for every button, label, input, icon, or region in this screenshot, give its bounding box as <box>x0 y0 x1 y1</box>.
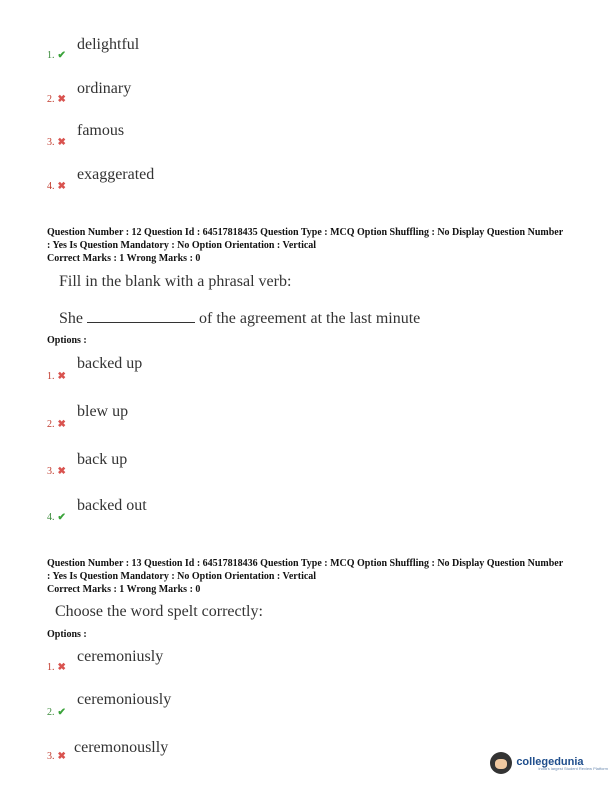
check-icon: ✔ <box>57 50 66 61</box>
option-text: backed up <box>77 355 143 372</box>
option-text: exaggerated <box>77 166 155 183</box>
cross-icon: ✖ <box>57 181 66 192</box>
check-icon: ✔ <box>57 707 66 718</box>
options-label: Options : <box>47 335 87 346</box>
cross-icon: ✖ <box>57 419 66 430</box>
cross-icon: ✖ <box>57 751 66 762</box>
option-text: delightful <box>77 36 140 53</box>
option-number: 1. ✔ <box>47 50 66 61</box>
cross-icon: ✖ <box>57 466 66 477</box>
question-marks: Correct Marks : 1 Wrong Marks : 0 <box>47 253 201 264</box>
question-marks: Correct Marks : 1 Wrong Marks : 0 <box>47 584 201 595</box>
option-text: back up <box>77 451 128 468</box>
option-number: 2. ✖ <box>47 419 66 430</box>
option-text: ceremonouslly <box>74 739 169 756</box>
collegedunia-logo <box>490 752 608 774</box>
cross-icon: ✖ <box>57 94 66 105</box>
cross-icon: ✖ <box>57 371 66 382</box>
blank-line <box>87 310 195 323</box>
option-text: famous <box>77 122 125 139</box>
options-label: Options : <box>47 629 87 640</box>
question-prompt: Fill in the blank with a phrasal verb: <box>59 273 292 290</box>
question-meta: Question Number : 13 Question Id : 64517818436 Question Type : MCQ Option Shuffling : No Display Question Number : Yes Is Question Mandatory : No Option Orientation : Vertical <box>47 558 563 582</box>
option-number: 3. ✖ <box>47 466 66 477</box>
option-number: 3. ✖ <box>47 751 66 762</box>
option-number: 2. ✔ <box>47 707 66 718</box>
option-text: backed out <box>77 497 147 514</box>
logo-name: collegedunia <box>516 755 584 768</box>
cross-icon: ✖ <box>57 662 66 673</box>
cross-icon: ✖ <box>57 137 66 148</box>
option-number: 4. ✔ <box>47 512 66 523</box>
option-text: ceremoniusly <box>77 648 164 665</box>
option-number: 2. ✖ <box>47 94 66 105</box>
logo-tagline: India's largest Student Review Platform <box>538 765 608 771</box>
option-text: ordinary <box>77 80 132 97</box>
check-icon: ✔ <box>57 512 66 523</box>
option-text: ceremoniously <box>77 691 172 708</box>
question-sentence: She of the agreement at the last minute <box>59 310 421 327</box>
option-text: blew up <box>77 403 129 420</box>
option-number: 1. ✖ <box>47 662 66 673</box>
question-prompt: Choose the word spelt correctly: <box>55 603 263 620</box>
option-number: 3. ✖ <box>47 137 66 148</box>
option-number: 4. ✖ <box>47 181 66 192</box>
option-number: 1. ✖ <box>47 371 66 382</box>
avatar-icon <box>490 752 512 774</box>
question-meta: Question Number : 12 Question Id : 64517818435 Question Type : MCQ Option Shuffling : No Display Question Number : Yes Is Question Mandatory : No Option Orientation : Vertical <box>47 227 563 251</box>
